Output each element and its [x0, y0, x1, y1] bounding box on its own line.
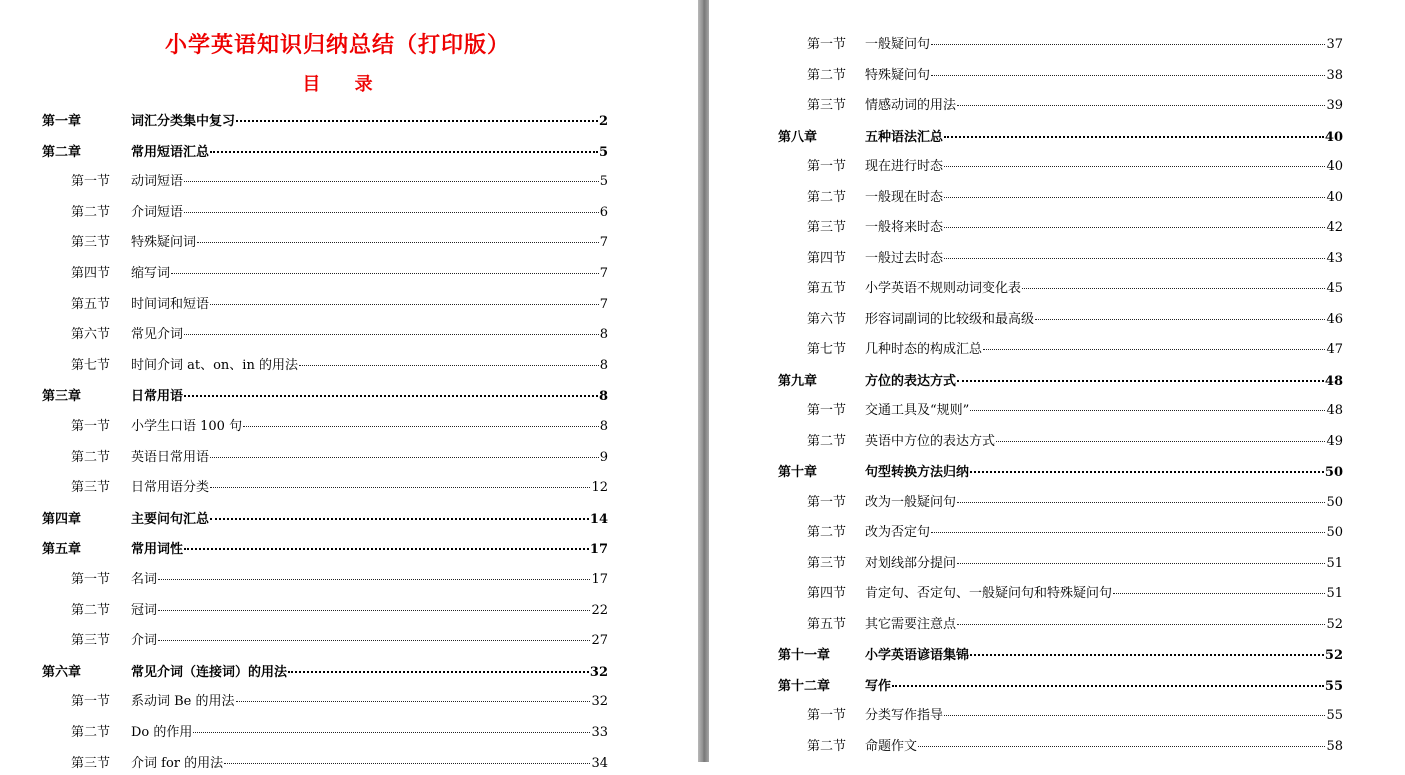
toc-section-entry[interactable] [807, 34, 1343, 56]
dot-leader [957, 367, 1324, 382]
chapter-label: 第六章 [42, 664, 82, 680]
section-label: 第五节 [807, 616, 847, 632]
dot-leader [288, 658, 589, 673]
dot-leader [193, 719, 590, 733]
toc-section-entry[interactable] [71, 600, 608, 622]
toc-chapter-entry[interactable] [778, 370, 1343, 392]
toc-section-entry[interactable] [807, 248, 1343, 270]
page-number: 38 [1326, 67, 1343, 83]
page-number: 40 [1326, 159, 1343, 174]
entry-title: 介词 for 的用法 [131, 755, 224, 771]
page-number: 55 [1326, 708, 1343, 723]
entry-title: 其它需要注意点 [865, 616, 957, 632]
toc-section-entry[interactable] [807, 522, 1343, 544]
document-page-left [0, 0, 698, 771]
toc-section-entry[interactable] [807, 278, 1343, 300]
toc-section-entry[interactable] [807, 156, 1343, 178]
page-number: 39 [1326, 98, 1343, 113]
entry-title: 冠词 [131, 602, 158, 618]
toc-chapter-entry[interactable] [42, 661, 608, 683]
dot-leader [158, 597, 590, 611]
dot-leader [944, 214, 1325, 228]
chapter-label: 第五章 [42, 542, 82, 558]
section-label: 第三节 [71, 633, 111, 649]
section-label: 第二节 [807, 189, 847, 205]
entry-title: 系动词 Be 的用法 [131, 694, 235, 710]
page-number: 8 [599, 327, 608, 343]
entry-title: 现在进行时态 [865, 159, 944, 174]
page-number: 55 [1324, 678, 1343, 694]
page-number: 52 [1326, 616, 1343, 632]
dot-leader [210, 444, 599, 458]
toc-chapter-entry[interactable] [778, 126, 1343, 148]
page-number: 8 [598, 389, 608, 405]
entry-title: 一般将来时态 [865, 220, 944, 235]
page-number: 48 [1326, 403, 1343, 418]
section-label: 第二节 [807, 67, 847, 83]
toc-section-entry[interactable] [807, 553, 1343, 575]
entry-title: 常见介词（连接词）的用法 [131, 664, 288, 680]
page-number: 50 [1324, 465, 1343, 480]
entry-title: 写作 [865, 678, 892, 694]
page-divider [698, 0, 709, 762]
toc-chapter-entry[interactable] [42, 385, 608, 407]
section-label: 第七节 [807, 342, 847, 357]
section-label: 第二节 [807, 433, 847, 449]
document-title: 小学英语知识归纳总结（打印版） [164, 32, 510, 58]
entry-title: 介词 [131, 633, 158, 649]
chapter-label: 第一章 [42, 114, 82, 129]
dot-leader [970, 641, 1324, 656]
dot-leader [918, 733, 1325, 747]
entry-title: 形容词副词的比较级和最高级 [865, 311, 1035, 327]
dot-leader [957, 489, 1325, 503]
toc-section-entry[interactable] [807, 339, 1343, 361]
dot-leader [158, 566, 590, 580]
chapter-label: 第二章 [42, 144, 82, 160]
dot-leader [197, 229, 599, 243]
dot-leader [224, 750, 590, 764]
page-number: 49 [1326, 433, 1343, 449]
entry-title: 对划线部分提问 [865, 555, 957, 571]
toc-section-entry[interactable] [71, 232, 608, 254]
dot-leader [243, 413, 599, 427]
page-number: 8 [599, 357, 608, 373]
page-number: 33 [591, 725, 608, 740]
section-label: 第二节 [71, 204, 111, 220]
entry-title: 几种时态的构成汇总 [865, 342, 983, 357]
entry-title: 一般现在时态 [865, 189, 944, 205]
toc-section-entry[interactable] [807, 614, 1343, 636]
toc-section-entry[interactable] [807, 309, 1343, 331]
page-number: 40 [1326, 189, 1343, 205]
entry-title: 五种语法汇总 [865, 129, 944, 145]
toc-section-entry[interactable] [807, 217, 1343, 239]
toc-section-entry[interactable] [71, 263, 608, 285]
chapter-label: 第三章 [42, 389, 82, 405]
page-number: 2 [598, 114, 608, 129]
entry-title: 一般疑问句 [865, 37, 931, 52]
dot-leader [892, 672, 1324, 687]
dot-leader [944, 123, 1324, 138]
chapter-label: 第四章 [42, 511, 82, 527]
dot-leader [210, 291, 599, 305]
page-number: 17 [589, 542, 608, 558]
entry-title: 日常用语分类 [131, 480, 210, 496]
dot-leader [184, 321, 599, 335]
entry-title: 词汇分类集中复习 [131, 114, 236, 129]
chapter-label: 第十二章 [778, 678, 831, 694]
entry-title: Do 的作用 [131, 725, 193, 740]
entry-title: 特殊疑问句 [865, 67, 931, 83]
section-label: 第一节 [807, 403, 847, 418]
dot-leader [944, 702, 1325, 716]
toc-chapter-entry[interactable] [778, 644, 1343, 666]
page-number: 12 [591, 480, 608, 496]
entry-title: 命题作文 [865, 738, 918, 754]
entry-title: 小学英语不规则动词变化表 [865, 281, 1022, 296]
entry-title: 英语中方位的表达方式 [865, 433, 996, 449]
entry-title: 主要问句汇总 [131, 511, 210, 527]
dot-leader [1022, 275, 1325, 289]
section-label: 第三节 [807, 220, 847, 235]
dot-leader [236, 107, 598, 122]
section-label: 第二节 [71, 602, 111, 618]
page-number: 7 [599, 266, 608, 281]
dot-leader [957, 611, 1325, 625]
page-number: 17 [591, 572, 608, 587]
dot-leader [184, 382, 598, 397]
page-number: 5 [598, 144, 608, 160]
toc-section-entry[interactable] [71, 722, 608, 744]
toc-section-entry[interactable] [71, 477, 608, 499]
page-number: 14 [589, 511, 608, 527]
entry-title: 小学英语谚语集锦 [865, 648, 970, 663]
toc-chapter-entry[interactable] [42, 508, 608, 530]
page-number: 27 [591, 633, 608, 649]
chapter-label: 第十章 [778, 465, 818, 480]
entry-title: 方位的表达方式 [865, 373, 957, 389]
dot-leader [957, 550, 1325, 564]
toc-section-entry[interactable] [807, 705, 1343, 727]
entry-title: 情感动词的用法 [865, 98, 957, 113]
toc-section-entry[interactable] [807, 736, 1343, 758]
page-number: 34 [591, 755, 608, 771]
entry-title: 时间词和短语 [131, 296, 210, 312]
dot-leader [184, 199, 599, 213]
page-number: 32 [591, 694, 608, 710]
dot-leader [996, 428, 1325, 442]
dot-leader [158, 627, 590, 641]
page-number: 22 [591, 602, 608, 618]
entry-title: 小学生口语 100 句 [131, 419, 243, 434]
section-label: 第一节 [807, 494, 847, 510]
toc-section-entry[interactable] [71, 753, 608, 775]
section-label: 第六节 [71, 327, 111, 343]
dot-leader [184, 168, 599, 182]
entry-title: 常见介词 [131, 327, 184, 343]
section-label: 第三节 [71, 755, 111, 771]
page-number: 45 [1326, 281, 1343, 296]
page-number: 52 [1324, 648, 1343, 663]
page-number: 48 [1324, 373, 1343, 389]
toc-section-entry[interactable] [71, 447, 608, 469]
dot-leader [1113, 580, 1325, 594]
dot-leader [944, 153, 1325, 167]
page-number: 50 [1326, 525, 1343, 540]
entry-title: 时间介词 at、on、in 的用法 [131, 357, 298, 373]
page-number: 40 [1324, 129, 1343, 145]
page-number: 6 [599, 204, 608, 220]
section-label: 第一节 [71, 694, 111, 710]
entry-title: 常用词性 [131, 542, 184, 558]
toc-chapter-entry[interactable] [42, 538, 608, 560]
page-number: 43 [1326, 250, 1343, 266]
dot-leader [944, 245, 1325, 259]
section-label: 第一节 [807, 708, 847, 723]
page-number: 47 [1326, 342, 1343, 357]
entry-title: 肯定句、否定句、一般疑问句和特殊疑问句 [865, 586, 1113, 601]
dot-leader [210, 474, 590, 488]
toc-section-entry[interactable] [807, 95, 1343, 117]
dot-leader [210, 138, 598, 153]
section-label: 第四节 [807, 586, 847, 601]
entry-title: 交通工具及“规则” [865, 403, 970, 418]
toc-list-left [0, 0, 698, 771]
section-label: 第一节 [71, 419, 111, 434]
entry-title: 改为否定句 [865, 525, 931, 540]
section-label: 第四节 [807, 250, 847, 266]
chapter-label: 第九章 [778, 373, 818, 389]
dot-leader [970, 458, 1324, 473]
section-label: 第二节 [807, 525, 847, 540]
toc-chapter-entry[interactable] [42, 141, 608, 163]
section-label: 第七节 [71, 357, 111, 373]
entry-title: 分类写作指导 [865, 708, 944, 723]
section-label: 第四节 [71, 266, 111, 281]
section-label: 第一节 [807, 159, 847, 174]
section-label: 第一节 [71, 572, 111, 587]
section-label: 第二节 [71, 725, 111, 740]
page-number: 32 [589, 664, 608, 680]
toc-chapter-entry[interactable] [778, 461, 1343, 483]
entry-title: 一般过去时态 [865, 250, 944, 266]
dot-leader [236, 688, 591, 702]
section-label: 第六节 [807, 311, 847, 327]
dot-leader [931, 62, 1325, 76]
entry-title: 日常用语 [131, 389, 184, 405]
dot-leader [983, 336, 1325, 350]
toc-section-entry[interactable] [807, 583, 1343, 605]
toc-section-entry[interactable] [71, 355, 608, 377]
toc-section-entry[interactable] [807, 400, 1343, 422]
entry-title: 介词短语 [131, 204, 184, 220]
entry-title: 缩写词 [131, 266, 171, 281]
dot-leader [931, 519, 1325, 533]
section-label: 第五节 [807, 281, 847, 296]
toc-heading: 目 录 [302, 74, 373, 95]
toc-section-entry[interactable] [71, 630, 608, 652]
page-number: 9 [599, 449, 608, 465]
toc-section-entry[interactable] [807, 187, 1343, 209]
section-label: 第三节 [807, 555, 847, 571]
section-label: 第二节 [71, 449, 111, 465]
dot-leader [1035, 306, 1325, 320]
page-number: 42 [1326, 220, 1343, 235]
page-number: 37 [1326, 37, 1343, 52]
toc-section-entry[interactable] [71, 324, 608, 346]
toc-section-entry[interactable] [71, 691, 608, 713]
dot-leader [210, 505, 589, 520]
toc-section-entry[interactable] [71, 294, 608, 316]
toc-section-entry[interactable] [71, 569, 608, 591]
section-label: 第一节 [71, 174, 111, 190]
entry-title: 英语日常用语 [131, 449, 210, 465]
entry-title: 改为一般疑问句 [865, 494, 957, 510]
page-number: 7 [599, 235, 608, 251]
document-page-right [709, 0, 1405, 762]
section-label: 第三节 [71, 480, 111, 496]
toc-chapter-entry[interactable] [778, 675, 1343, 697]
toc-section-entry[interactable] [807, 492, 1343, 514]
page-number: 5 [599, 174, 608, 190]
entry-title: 句型转换方法归纳 [865, 465, 970, 480]
dot-leader [299, 352, 599, 366]
toc-section-entry[interactable] [71, 202, 608, 224]
section-label: 第三节 [807, 98, 847, 113]
page-number: 7 [599, 296, 608, 312]
entry-title: 名词 [131, 572, 158, 587]
page-number: 50 [1326, 494, 1343, 510]
toc-section-entry[interactable] [71, 171, 608, 193]
toc-section-entry[interactable] [807, 431, 1343, 453]
page-number: 46 [1326, 311, 1343, 327]
dot-leader [944, 184, 1325, 198]
entry-title: 特殊疑问词 [131, 235, 197, 251]
dot-leader [184, 535, 589, 550]
page-number: 8 [599, 419, 608, 434]
entry-title: 动词短语 [131, 174, 184, 190]
section-label: 第二节 [807, 738, 847, 754]
dot-leader [931, 31, 1325, 45]
chapter-label: 第八章 [778, 129, 818, 145]
toc-list-right [709, 0, 1405, 762]
toc-section-entry[interactable] [71, 416, 608, 438]
entry-title: 常用短语汇总 [131, 144, 210, 160]
toc-section-entry[interactable] [807, 65, 1343, 87]
section-label: 第一节 [807, 37, 847, 52]
toc-chapter-entry[interactable] [42, 110, 608, 132]
page-number: 58 [1326, 738, 1343, 754]
page-number: 51 [1326, 555, 1343, 571]
dot-leader [970, 397, 1325, 411]
dot-leader [957, 92, 1325, 106]
dot-leader [171, 260, 599, 274]
chapter-label: 第十一章 [778, 648, 831, 663]
section-label: 第三节 [71, 235, 111, 251]
section-label: 第五节 [71, 296, 111, 312]
page-number: 51 [1326, 586, 1343, 601]
